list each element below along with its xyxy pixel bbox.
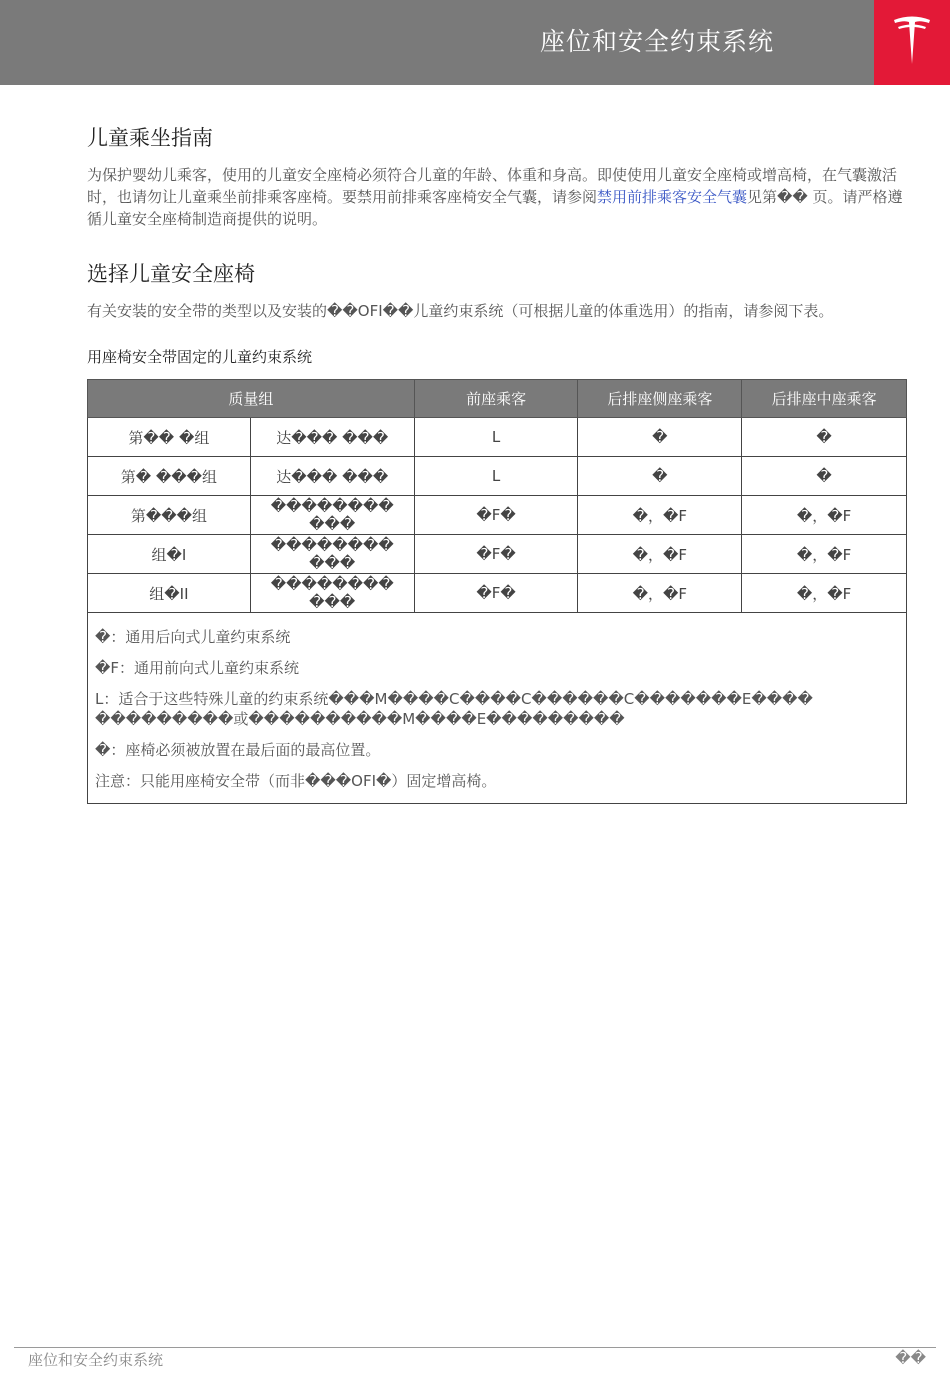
cell-front: L	[414, 457, 578, 496]
cell-group: 第�� �组	[88, 418, 251, 457]
note-forward-facing: �F：通用前向式儿童约束系统	[95, 659, 300, 677]
section-heading-select-seat: 选择儿童安全座椅	[87, 262, 255, 286]
cell-group: 组�I	[88, 535, 251, 574]
col-header-front: 前座乘客	[414, 380, 578, 418]
cell-rear-center: �	[742, 457, 907, 496]
cell-rear-side: �，�F	[578, 574, 742, 613]
col-header-rear-center: 后排座中座乘客	[742, 380, 907, 418]
brand-logo	[874, 0, 950, 85]
cell-rear-side: �	[578, 418, 742, 457]
cell-rear-center: �，�F	[742, 496, 907, 535]
table-notes	[88, 613, 907, 804]
table-row	[88, 574, 907, 613]
cell-front: �F�	[414, 535, 578, 574]
table-row	[88, 457, 907, 496]
table-notes-row	[88, 613, 907, 804]
cell-rear-side: �，�F	[578, 535, 742, 574]
footer-section-title: 座位和安全约束系统	[28, 1351, 164, 1369]
cell-rear-center: �，�F	[742, 574, 907, 613]
note-seat-position: �：座椅必须被放置在最后面的最高位置。	[95, 741, 381, 759]
child-guide-paragraph	[87, 164, 907, 230]
child-guide-text: 为保护婴幼儿乘客，使用的儿童安全座椅必须符合儿童的年龄、体重和身高。即使使用儿童安全座椅或增高椅，在气囊激活时，也请勿让儿童乘坐前排乘客座椅。要禁用前排乘客座椅安全气囊，请参阅	[87, 166, 898, 206]
cell-front: L	[414, 418, 578, 457]
cell-front: �F�	[414, 574, 578, 613]
cell-mass: 达��� ���	[250, 457, 414, 496]
cell-mass: �������� ���	[250, 574, 414, 613]
cell-mass: 达��� ���	[250, 418, 414, 457]
table-row	[88, 535, 907, 574]
cell-rear-center: �	[742, 418, 907, 457]
page-number: ��	[895, 1349, 926, 1367]
col-header-mass-group: 质量组	[88, 380, 415, 418]
header-bar	[0, 0, 874, 85]
cell-group: 第� ���组	[88, 457, 251, 496]
cell-rear-center: �，�F	[742, 535, 907, 574]
select-seat-paragraph: 有关安装的安全带的类型以及安装的��OFI��儿童约束系统（可根据儿童的体重选用）的指南，请参阅下表。	[87, 302, 834, 320]
col-header-rear-side: 后排座侧座乘客	[578, 380, 742, 418]
cell-rear-side: �	[578, 457, 742, 496]
table-row	[88, 496, 907, 535]
note-rear-facing: �：通用后向式儿童约束系统	[95, 628, 291, 646]
child-guide-text-tail: 见第�� 页。请严格遵循儿童安全座椅制造商提供的说明。	[87, 188, 903, 228]
cell-rear-side: �，�F	[578, 496, 742, 535]
table-header-row	[88, 380, 907, 418]
cell-mass: �������� ���	[250, 535, 414, 574]
page-title: 座位和安全约束系统	[539, 27, 774, 56]
cell-group: 第���组	[88, 496, 251, 535]
note-specific-systems: L：适合于这些特殊儿童的约束系统���M����C����C������C�������E���� ���������或����������M����E���������	[95, 690, 813, 728]
cell-mass: �������� ���	[250, 496, 414, 535]
tesla-logo-icon	[892, 14, 932, 70]
table-caption: 用座椅安全带固定的儿童约束系统	[87, 348, 313, 366]
cell-group: 组�II	[88, 574, 251, 613]
main-content	[87, 122, 907, 804]
note-booster: 注意：只能用座椅安全带（而非���OFI�）固定增高椅。	[95, 772, 497, 790]
section-heading-child-guide: 儿童乘坐指南	[87, 126, 213, 150]
footer-divider	[14, 1347, 936, 1348]
cell-front: �F�	[414, 496, 578, 535]
table-row	[88, 418, 907, 457]
disable-airbag-link[interactable]: 禁用前排乘客安全气囊	[597, 188, 748, 206]
child-restraint-table	[87, 379, 907, 804]
